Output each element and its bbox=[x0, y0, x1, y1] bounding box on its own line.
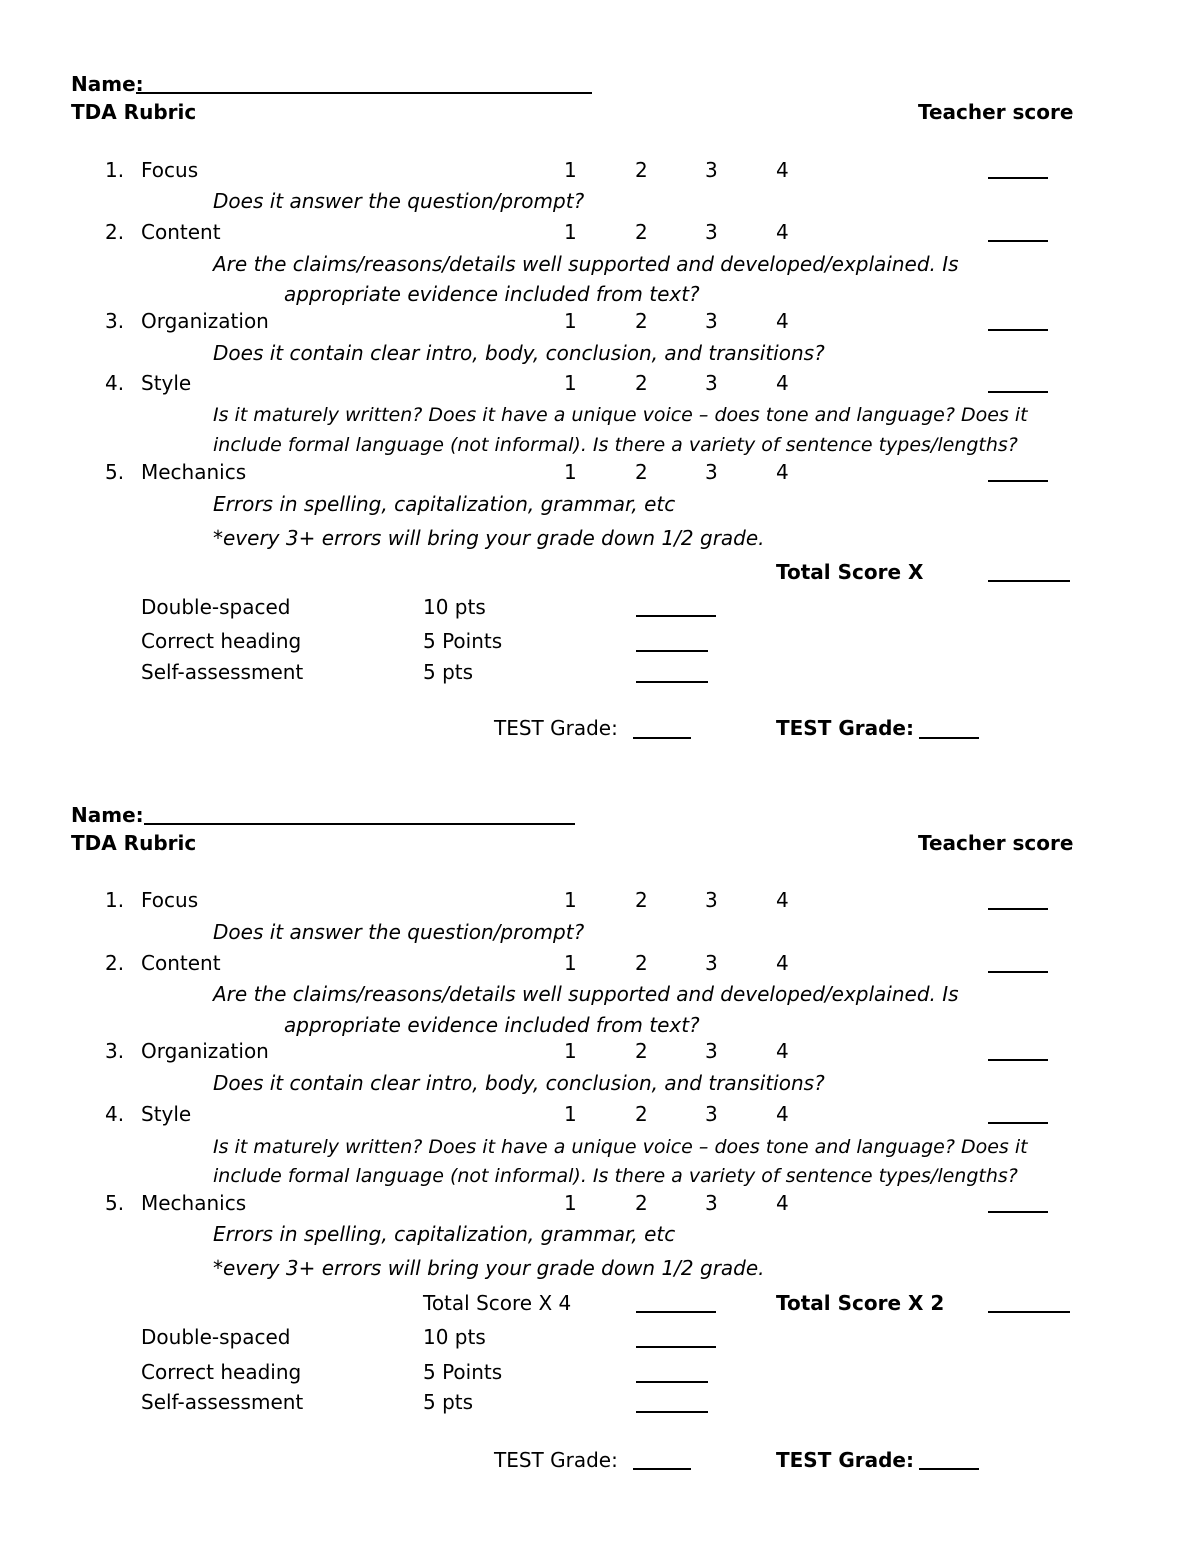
criterion-description: Does it answer the question/prompt? bbox=[213, 189, 585, 213]
criterion-label-organization: Organization bbox=[141, 1039, 269, 1063]
scale-2[interactable]: 2 bbox=[635, 158, 648, 182]
extra-label: Double-spaced bbox=[141, 595, 291, 619]
total-score-teacher-blank[interactable] bbox=[988, 1311, 1070, 1313]
criterion-description: Does it contain clear intro, body, conclusion, and transitions? bbox=[213, 1071, 825, 1095]
teacher-score-blank[interactable] bbox=[988, 177, 1048, 179]
total-score-student: Total Score X 4 bbox=[423, 1291, 572, 1315]
scale-1[interactable]: 1 bbox=[564, 1191, 577, 1215]
total-score-teacher: Total Score X bbox=[776, 560, 924, 584]
total-score-teacher-blank[interactable] bbox=[988, 580, 1070, 582]
scale-4[interactable]: 4 bbox=[776, 158, 789, 182]
criterion-note: *every 3+ errors will bring your grade down 1/2 grade. bbox=[213, 526, 765, 550]
scale-2[interactable]: 2 bbox=[635, 309, 648, 333]
criterion-description: Does it contain clear intro, body, conclusion, and transitions? bbox=[213, 341, 825, 365]
criterion-number: 1. bbox=[105, 158, 125, 182]
criterion-number: 5. bbox=[105, 460, 125, 484]
total-score-student-blank[interactable] bbox=[636, 1311, 716, 1313]
criterion-description: Errors in spelling, capitalization, grammar, etc bbox=[213, 492, 676, 516]
scale-3[interactable]: 3 bbox=[705, 1102, 718, 1126]
criterion-number: 1. bbox=[105, 888, 125, 912]
scale-3[interactable]: 3 bbox=[705, 1039, 718, 1063]
extra-points: 5 Points bbox=[423, 1360, 503, 1384]
teacher-score-blank[interactable] bbox=[988, 1211, 1048, 1213]
scale-3[interactable]: 3 bbox=[705, 309, 718, 333]
scale-1[interactable]: 1 bbox=[564, 1102, 577, 1126]
teacher-score-blank[interactable] bbox=[988, 971, 1048, 973]
scale-2[interactable]: 2 bbox=[635, 951, 648, 975]
scale-2[interactable]: 2 bbox=[635, 1191, 648, 1215]
scale-3[interactable]: 3 bbox=[705, 888, 718, 912]
scale-3[interactable]: 3 bbox=[705, 220, 718, 244]
extra-label: Self-assessment bbox=[141, 1390, 304, 1414]
scale-1[interactable]: 1 bbox=[564, 1039, 577, 1063]
extra-points: 10 pts bbox=[423, 595, 486, 619]
extra-label: Self-assessment bbox=[141, 660, 304, 684]
teacher-score-blank[interactable] bbox=[988, 240, 1048, 242]
scale-1[interactable]: 1 bbox=[564, 371, 577, 395]
criterion-label-style: Style bbox=[141, 371, 192, 395]
extra-score-blank[interactable] bbox=[636, 650, 708, 652]
criterion-label-content: Content bbox=[141, 220, 221, 244]
test-grade-student-label: TEST Grade: bbox=[494, 716, 618, 740]
name-label: Name: bbox=[71, 72, 144, 96]
extra-label: Correct heading bbox=[141, 1360, 302, 1384]
extra-label: Correct heading bbox=[141, 629, 302, 653]
criterion-description: Does it answer the question/prompt? bbox=[213, 920, 585, 944]
criterion-note: *every 3+ errors will bring your grade down 1/2 grade. bbox=[213, 1256, 765, 1280]
extra-points: 5 Points bbox=[423, 629, 503, 653]
scale-4[interactable]: 4 bbox=[776, 1039, 789, 1063]
scale-3[interactable]: 3 bbox=[705, 1191, 718, 1215]
rubric-1 bbox=[0, 0, 1200, 740]
teacher-score-label: Teacher score bbox=[918, 831, 1074, 855]
scale-4[interactable]: 4 bbox=[776, 951, 789, 975]
scale-4[interactable]: 4 bbox=[776, 371, 789, 395]
criterion-number: 2. bbox=[105, 220, 125, 244]
extra-points: 5 pts bbox=[423, 660, 474, 684]
test-grade-student-label: TEST Grade: bbox=[494, 1448, 618, 1472]
teacher-score-blank[interactable] bbox=[988, 908, 1048, 910]
criterion-label-mechanics: Mechanics bbox=[141, 460, 247, 484]
scale-1[interactable]: 1 bbox=[564, 460, 577, 484]
scale-2[interactable]: 2 bbox=[635, 371, 648, 395]
teacher-score-label: Teacher score bbox=[918, 100, 1074, 124]
rubric-title: TDA Rubric bbox=[71, 100, 197, 124]
criterion-label-mechanics: Mechanics bbox=[141, 1191, 247, 1215]
scale-4[interactable]: 4 bbox=[776, 460, 789, 484]
scale-2[interactable]: 2 bbox=[635, 220, 648, 244]
teacher-score-blank[interactable] bbox=[988, 391, 1048, 393]
criterion-description: appropriate evidence included from text? bbox=[284, 282, 700, 306]
extra-label: Double-spaced bbox=[141, 1325, 291, 1349]
scale-2[interactable]: 2 bbox=[635, 1102, 648, 1126]
teacher-score-blank[interactable] bbox=[988, 1122, 1048, 1124]
criterion-description: Is it maturely written? Does it have a unique voice – does tone and language? Does it bbox=[213, 404, 1028, 426]
scale-1[interactable]: 1 bbox=[564, 951, 577, 975]
criterion-number: 5. bbox=[105, 1191, 125, 1215]
extra-score-blank[interactable] bbox=[636, 1381, 708, 1383]
criterion-label-style: Style bbox=[141, 1102, 192, 1126]
criterion-description: Is it maturely written? Does it have a unique voice – does tone and language? Does it bbox=[213, 1136, 1028, 1158]
criterion-number: 4. bbox=[105, 371, 125, 395]
criterion-label-focus: Focus bbox=[141, 888, 199, 912]
criterion-description: include formal language (not informal). Is there a variety of sentence types/lengths? bbox=[213, 1165, 1018, 1187]
extra-score-blank[interactable] bbox=[636, 615, 716, 617]
test-grade-teacher-blank[interactable] bbox=[919, 1468, 979, 1470]
criterion-description: Errors in spelling, capitalization, grammar, etc bbox=[213, 1222, 676, 1246]
scale-1[interactable]: 1 bbox=[564, 220, 577, 244]
name-blank[interactable] bbox=[136, 92, 592, 94]
criterion-label-content: Content bbox=[141, 951, 221, 975]
scale-3[interactable]: 3 bbox=[705, 158, 718, 182]
scale-4[interactable]: 4 bbox=[776, 1191, 789, 1215]
rubric-2 bbox=[0, 731, 1200, 1471]
scale-2[interactable]: 2 bbox=[635, 1039, 648, 1063]
scale-3[interactable]: 3 bbox=[705, 951, 718, 975]
extra-score-blank[interactable] bbox=[636, 1346, 716, 1348]
scale-1[interactable]: 1 bbox=[564, 888, 577, 912]
test-grade-teacher-label: TEST Grade: bbox=[776, 1448, 914, 1472]
scale-4[interactable]: 4 bbox=[776, 220, 789, 244]
scale-1[interactable]: 1 bbox=[564, 158, 577, 182]
name-blank[interactable] bbox=[144, 823, 575, 825]
scale-2[interactable]: 2 bbox=[635, 888, 648, 912]
extra-score-blank[interactable] bbox=[636, 681, 708, 683]
criterion-label-focus: Focus bbox=[141, 158, 199, 182]
scale-4[interactable]: 4 bbox=[776, 309, 789, 333]
total-score-teacher: Total Score X 2 bbox=[776, 1291, 945, 1315]
scale-4[interactable]: 4 bbox=[776, 1102, 789, 1126]
name-label: Name: bbox=[71, 803, 144, 827]
criterion-number: 3. bbox=[105, 1039, 125, 1063]
criterion-number: 3. bbox=[105, 309, 125, 333]
extra-score-blank[interactable] bbox=[636, 1411, 708, 1413]
extra-points: 5 pts bbox=[423, 1390, 474, 1414]
scale-2[interactable]: 2 bbox=[635, 460, 648, 484]
criterion-label-organization: Organization bbox=[141, 309, 269, 333]
teacher-score-blank[interactable] bbox=[988, 1059, 1048, 1061]
teacher-score-blank[interactable] bbox=[988, 329, 1048, 331]
criterion-number: 4. bbox=[105, 1102, 125, 1126]
criterion-description: include formal language (not informal). Is there a variety of sentence types/lengths? bbox=[213, 434, 1018, 456]
scale-4[interactable]: 4 bbox=[776, 888, 789, 912]
scale-3[interactable]: 3 bbox=[705, 371, 718, 395]
scale-1[interactable]: 1 bbox=[564, 309, 577, 333]
criterion-description: Are the claims/reasons/details well supported and developed/explained. Is bbox=[213, 252, 959, 276]
scale-3[interactable]: 3 bbox=[705, 460, 718, 484]
criterion-description: appropriate evidence included from text? bbox=[284, 1013, 700, 1037]
extra-points: 10 pts bbox=[423, 1325, 486, 1349]
test-grade-teacher-label: TEST Grade: bbox=[776, 716, 914, 740]
test-grade-student-blank[interactable] bbox=[633, 1468, 691, 1470]
criterion-number: 2. bbox=[105, 951, 125, 975]
teacher-score-blank[interactable] bbox=[988, 480, 1048, 482]
criterion-description: Are the claims/reasons/details well supported and developed/explained. Is bbox=[213, 982, 959, 1006]
rubric-title: TDA Rubric bbox=[71, 831, 197, 855]
